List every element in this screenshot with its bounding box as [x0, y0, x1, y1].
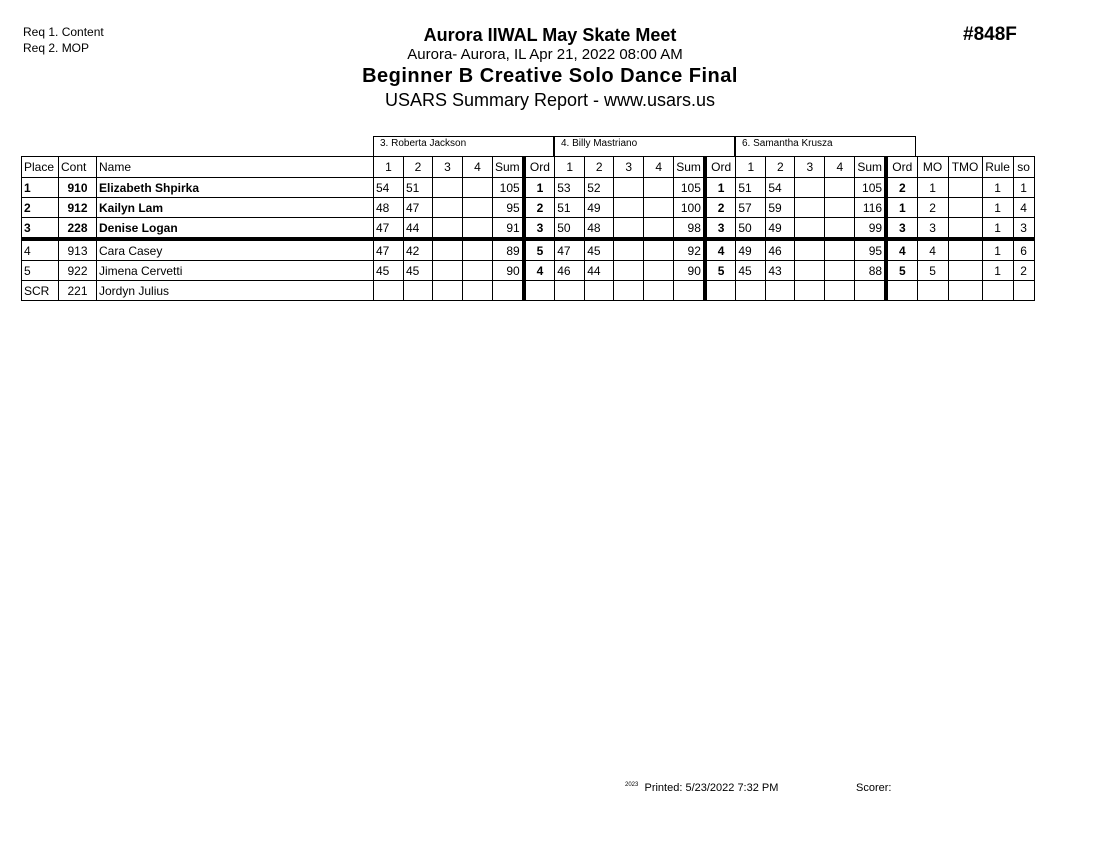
judge-1-sum: 105: [493, 178, 524, 198]
mo-cell: 4: [917, 239, 948, 261]
judge-2-score-1: [555, 281, 585, 301]
judge-2-score-1: 51: [555, 198, 585, 218]
judge-3-score-2: 49: [766, 218, 795, 240]
judge-2-ord: 1: [705, 178, 736, 198]
judge-3-ord: 5: [886, 261, 917, 281]
judge-2-sum: 100: [674, 198, 705, 218]
name-cell: Denise Logan: [97, 218, 374, 240]
judge-2-sum: [674, 281, 705, 301]
judge-1-score-1: 54: [374, 178, 404, 198]
judge-1-ord: 5: [524, 239, 555, 261]
printed-info: [625, 782, 778, 794]
judge-1-ord: 2: [524, 198, 555, 218]
name-cell: Jordyn Julius: [97, 281, 374, 301]
version-mark: 2023: [625, 782, 639, 788]
judge-1-ord: [524, 281, 555, 301]
judge-2-score-4: [644, 198, 674, 218]
judge-2-score-4: [644, 261, 674, 281]
event-code: #848F: [963, 24, 1017, 45]
rule-cell: 1: [982, 218, 1013, 240]
name-cell: Jimena Cervetti: [97, 261, 374, 281]
rule-cell: [982, 281, 1013, 301]
header-j2-score4: 4: [644, 157, 674, 178]
judge-2-score-1: 46: [555, 261, 585, 281]
judge-3-score-4: [825, 198, 855, 218]
table-row: [22, 239, 1035, 261]
mo-cell: 3: [917, 218, 948, 240]
tmo-cell: [948, 281, 982, 301]
judge-3-score-3: [795, 281, 825, 301]
judge-1-score-4: [463, 239, 493, 261]
judge-3-sum: 95: [855, 239, 886, 261]
cont-cell: 912: [59, 198, 97, 218]
judge-1-score-4: [463, 261, 493, 281]
header-row: [22, 157, 1035, 178]
judge-3-ord: 2: [886, 178, 917, 198]
judge-3-sum: 88: [855, 261, 886, 281]
header-cont: Cont: [59, 157, 97, 178]
header-j3-ord: Ord: [886, 157, 917, 178]
judge-1-score-3: [433, 218, 463, 240]
judge-3-score-4: [825, 218, 855, 240]
rule-cell: 1: [982, 261, 1013, 281]
judge-3-score-3: [795, 261, 825, 281]
report-title: USARS Summary Report - www.usars.us: [384, 90, 716, 110]
header-j3-sum: Sum: [855, 157, 886, 178]
judge-1-score-3: [433, 261, 463, 281]
judge-2-score-3: [614, 281, 644, 301]
header-j2-ord: Ord: [705, 157, 736, 178]
judge-3-score-1: 49: [736, 239, 766, 261]
place-cell: 4: [22, 239, 59, 261]
header-j1-sum: Sum: [493, 157, 524, 178]
header-mo: MO: [917, 157, 948, 178]
judge-3-score-4: [825, 178, 855, 198]
judge-1-sum: 95: [493, 198, 524, 218]
judge-3-header: 6. Samantha Krusza: [735, 136, 916, 156]
table-row: [22, 198, 1035, 218]
cont-cell: 228: [59, 218, 97, 240]
place-cell: SCR: [22, 281, 59, 301]
judge-2-sum: 92: [674, 239, 705, 261]
judge-3-score-2: 46: [766, 239, 795, 261]
judge-3-score-3: [795, 198, 825, 218]
judge-1-sum: 91: [493, 218, 524, 240]
judge-2-sum: 90: [674, 261, 705, 281]
header-j2-sum: Sum: [674, 157, 705, 178]
judge-2-score-4: [644, 239, 674, 261]
judge-2-ord: 5: [705, 261, 736, 281]
header-j2-score1: 1: [555, 157, 585, 178]
place-cell: 5: [22, 261, 59, 281]
judge-2-score-2: 52: [585, 178, 614, 198]
judge-3-score-3: [795, 239, 825, 261]
so-cell: 3: [1013, 218, 1034, 240]
so-cell: 2: [1013, 261, 1034, 281]
so-cell: 4: [1013, 198, 1034, 218]
meet-title: Aurora IIWAL May Skate Meet: [423, 25, 677, 45]
judge-3-score-4: [825, 281, 855, 301]
mo-cell: 1: [917, 178, 948, 198]
requirement-2: Req 2. MOP: [23, 41, 90, 55]
judge-3-score-3: [795, 178, 825, 198]
judge-2-score-4: [644, 218, 674, 240]
so-cell: 6: [1013, 239, 1034, 261]
mo-cell: 5: [917, 261, 948, 281]
tmo-cell: [948, 198, 982, 218]
judge-3-score-3: [795, 218, 825, 240]
judge-1-score-2: 45: [404, 261, 433, 281]
judge-1-score-3: [433, 281, 463, 301]
judge-2-ord: 3: [705, 218, 736, 240]
header-j1-score3: 3: [433, 157, 463, 178]
judge-3-score-1: 45: [736, 261, 766, 281]
judge-1-score-1: 48: [374, 198, 404, 218]
so-cell: [1013, 281, 1034, 301]
judge-1-score-4: [463, 198, 493, 218]
mo-cell: 2: [917, 198, 948, 218]
header-j1-score1: 1: [374, 157, 404, 178]
scorer-label: Scorer:: [856, 782, 892, 794]
header-j3-score1: 1: [736, 157, 766, 178]
judge-3-ord: [886, 281, 917, 301]
judge-3-score-1: [736, 281, 766, 301]
judge-2-sum: 98: [674, 218, 705, 240]
judge-2-score-4: [644, 281, 674, 301]
table-row: [22, 218, 1035, 240]
judge-2-score-2: [585, 281, 614, 301]
judge-3-score-1: 57: [736, 198, 766, 218]
rule-cell: 1: [982, 239, 1013, 261]
judge-1-score-1: [374, 281, 404, 301]
judge-2-score-2: 49: [585, 198, 614, 218]
judge-1-score-2: 51: [404, 178, 433, 198]
tmo-cell: [948, 178, 982, 198]
header-j3-score3: 3: [795, 157, 825, 178]
judge-1-score-4: [463, 281, 493, 301]
judge-1-score-2: 42: [404, 239, 433, 261]
judge-1-score-2: 47: [404, 198, 433, 218]
judge-3-ord: 4: [886, 239, 917, 261]
judge-3-score-2: 43: [766, 261, 795, 281]
judge-1-ord: 4: [524, 261, 555, 281]
tmo-cell: [948, 218, 982, 240]
header-so: so: [1013, 157, 1034, 178]
requirement-1: Req 1. Content: [23, 25, 104, 39]
judge-3-sum: 105: [855, 178, 886, 198]
judge-2-sum: 105: [674, 178, 705, 198]
judge-1-score-1: 47: [374, 218, 404, 240]
judge-1-sum: 89: [493, 239, 524, 261]
name-cell: Kailyn Lam: [97, 198, 374, 218]
place-cell: 1: [22, 178, 59, 198]
rule-cell: 1: [982, 178, 1013, 198]
judge-2-score-3: [614, 261, 644, 281]
judge-2-score-3: [614, 218, 644, 240]
judge-1-sum: 90: [493, 261, 524, 281]
judge-2-score-1: 50: [555, 218, 585, 240]
table-row: [22, 281, 1035, 301]
judge-1-score-1: 45: [374, 261, 404, 281]
judge-1-score-3: [433, 198, 463, 218]
judge-3-score-1: 51: [736, 178, 766, 198]
name-cell: Elizabeth Shpirka: [97, 178, 374, 198]
header-j3-score2: 2: [766, 157, 795, 178]
judge-3-score-4: [825, 239, 855, 261]
summary-table: [21, 156, 1035, 301]
rule-cell: 1: [982, 198, 1013, 218]
header-j1-score2: 2: [404, 157, 433, 178]
tmo-cell: [948, 239, 982, 261]
judge-2-score-4: [644, 178, 674, 198]
judge-3-score-2: [766, 281, 795, 301]
judge-1-score-1: 47: [374, 239, 404, 261]
meet-location-date: Aurora- Aurora, IL Apr 21, 2022 08:00 AM: [407, 46, 683, 63]
judge-3-score-2: 59: [766, 198, 795, 218]
mo-cell: [917, 281, 948, 301]
judge-2-score-3: [614, 178, 644, 198]
place-cell: 2: [22, 198, 59, 218]
cont-cell: 910: [59, 178, 97, 198]
judge-2-score-3: [614, 239, 644, 261]
judge-2-score-3: [614, 198, 644, 218]
judge-1-score-3: [433, 239, 463, 261]
judge-2-score-2: 45: [585, 239, 614, 261]
judge-3-sum: [855, 281, 886, 301]
judge-1-ord: 1: [524, 178, 555, 198]
judge-1-sum: [493, 281, 524, 301]
name-cell: Cara Casey: [97, 239, 374, 261]
judge-1-score-2: 44: [404, 218, 433, 240]
so-cell: 1: [1013, 178, 1034, 198]
judge-1-score-4: [463, 218, 493, 240]
judge-1-header: 3. Roberta Jackson: [373, 136, 554, 156]
header-j2-score2: 2: [585, 157, 614, 178]
header-j1-score4: 4: [463, 157, 493, 178]
judge-1-score-3: [433, 178, 463, 198]
table-row: [22, 261, 1035, 281]
cont-cell: 913: [59, 239, 97, 261]
judge-3-score-4: [825, 261, 855, 281]
header-j3-score4: 4: [825, 157, 855, 178]
judge-2-ord: 4: [705, 239, 736, 261]
printed-timestamp: Printed: 5/23/2022 7:32 PM: [644, 782, 779, 794]
header-j1-ord: Ord: [524, 157, 555, 178]
judge-2-ord: [705, 281, 736, 301]
tmo-cell: [948, 261, 982, 281]
judge-3-score-1: 50: [736, 218, 766, 240]
judge-2-score-2: 44: [585, 261, 614, 281]
judge-1-score-2: [404, 281, 433, 301]
judge-1-ord: 3: [524, 218, 555, 240]
header-tmo: TMO: [948, 157, 982, 178]
header-rule: Rule: [982, 157, 1013, 178]
event-title: Beginner B Creative Solo Dance Final: [362, 65, 738, 87]
cont-cell: 221: [59, 281, 97, 301]
header-j2-score3: 3: [614, 157, 644, 178]
header-place: Place: [22, 157, 59, 178]
judge-3-score-2: 54: [766, 178, 795, 198]
judge-3-sum: 116: [855, 198, 886, 218]
judge-2-score-1: 53: [555, 178, 585, 198]
judge-1-score-4: [463, 178, 493, 198]
judge-2-ord: 2: [705, 198, 736, 218]
judge-3-sum: 99: [855, 218, 886, 240]
header-name: Name: [97, 157, 374, 178]
cont-cell: 922: [59, 261, 97, 281]
judge-3-ord: 3: [886, 218, 917, 240]
place-cell: 3: [22, 218, 59, 240]
judge-2-score-1: 47: [555, 239, 585, 261]
table-row: [22, 178, 1035, 198]
judge-2-header: 4. Billy Mastriano: [554, 136, 735, 156]
judge-3-ord: 1: [886, 198, 917, 218]
judge-2-score-2: 48: [585, 218, 614, 240]
